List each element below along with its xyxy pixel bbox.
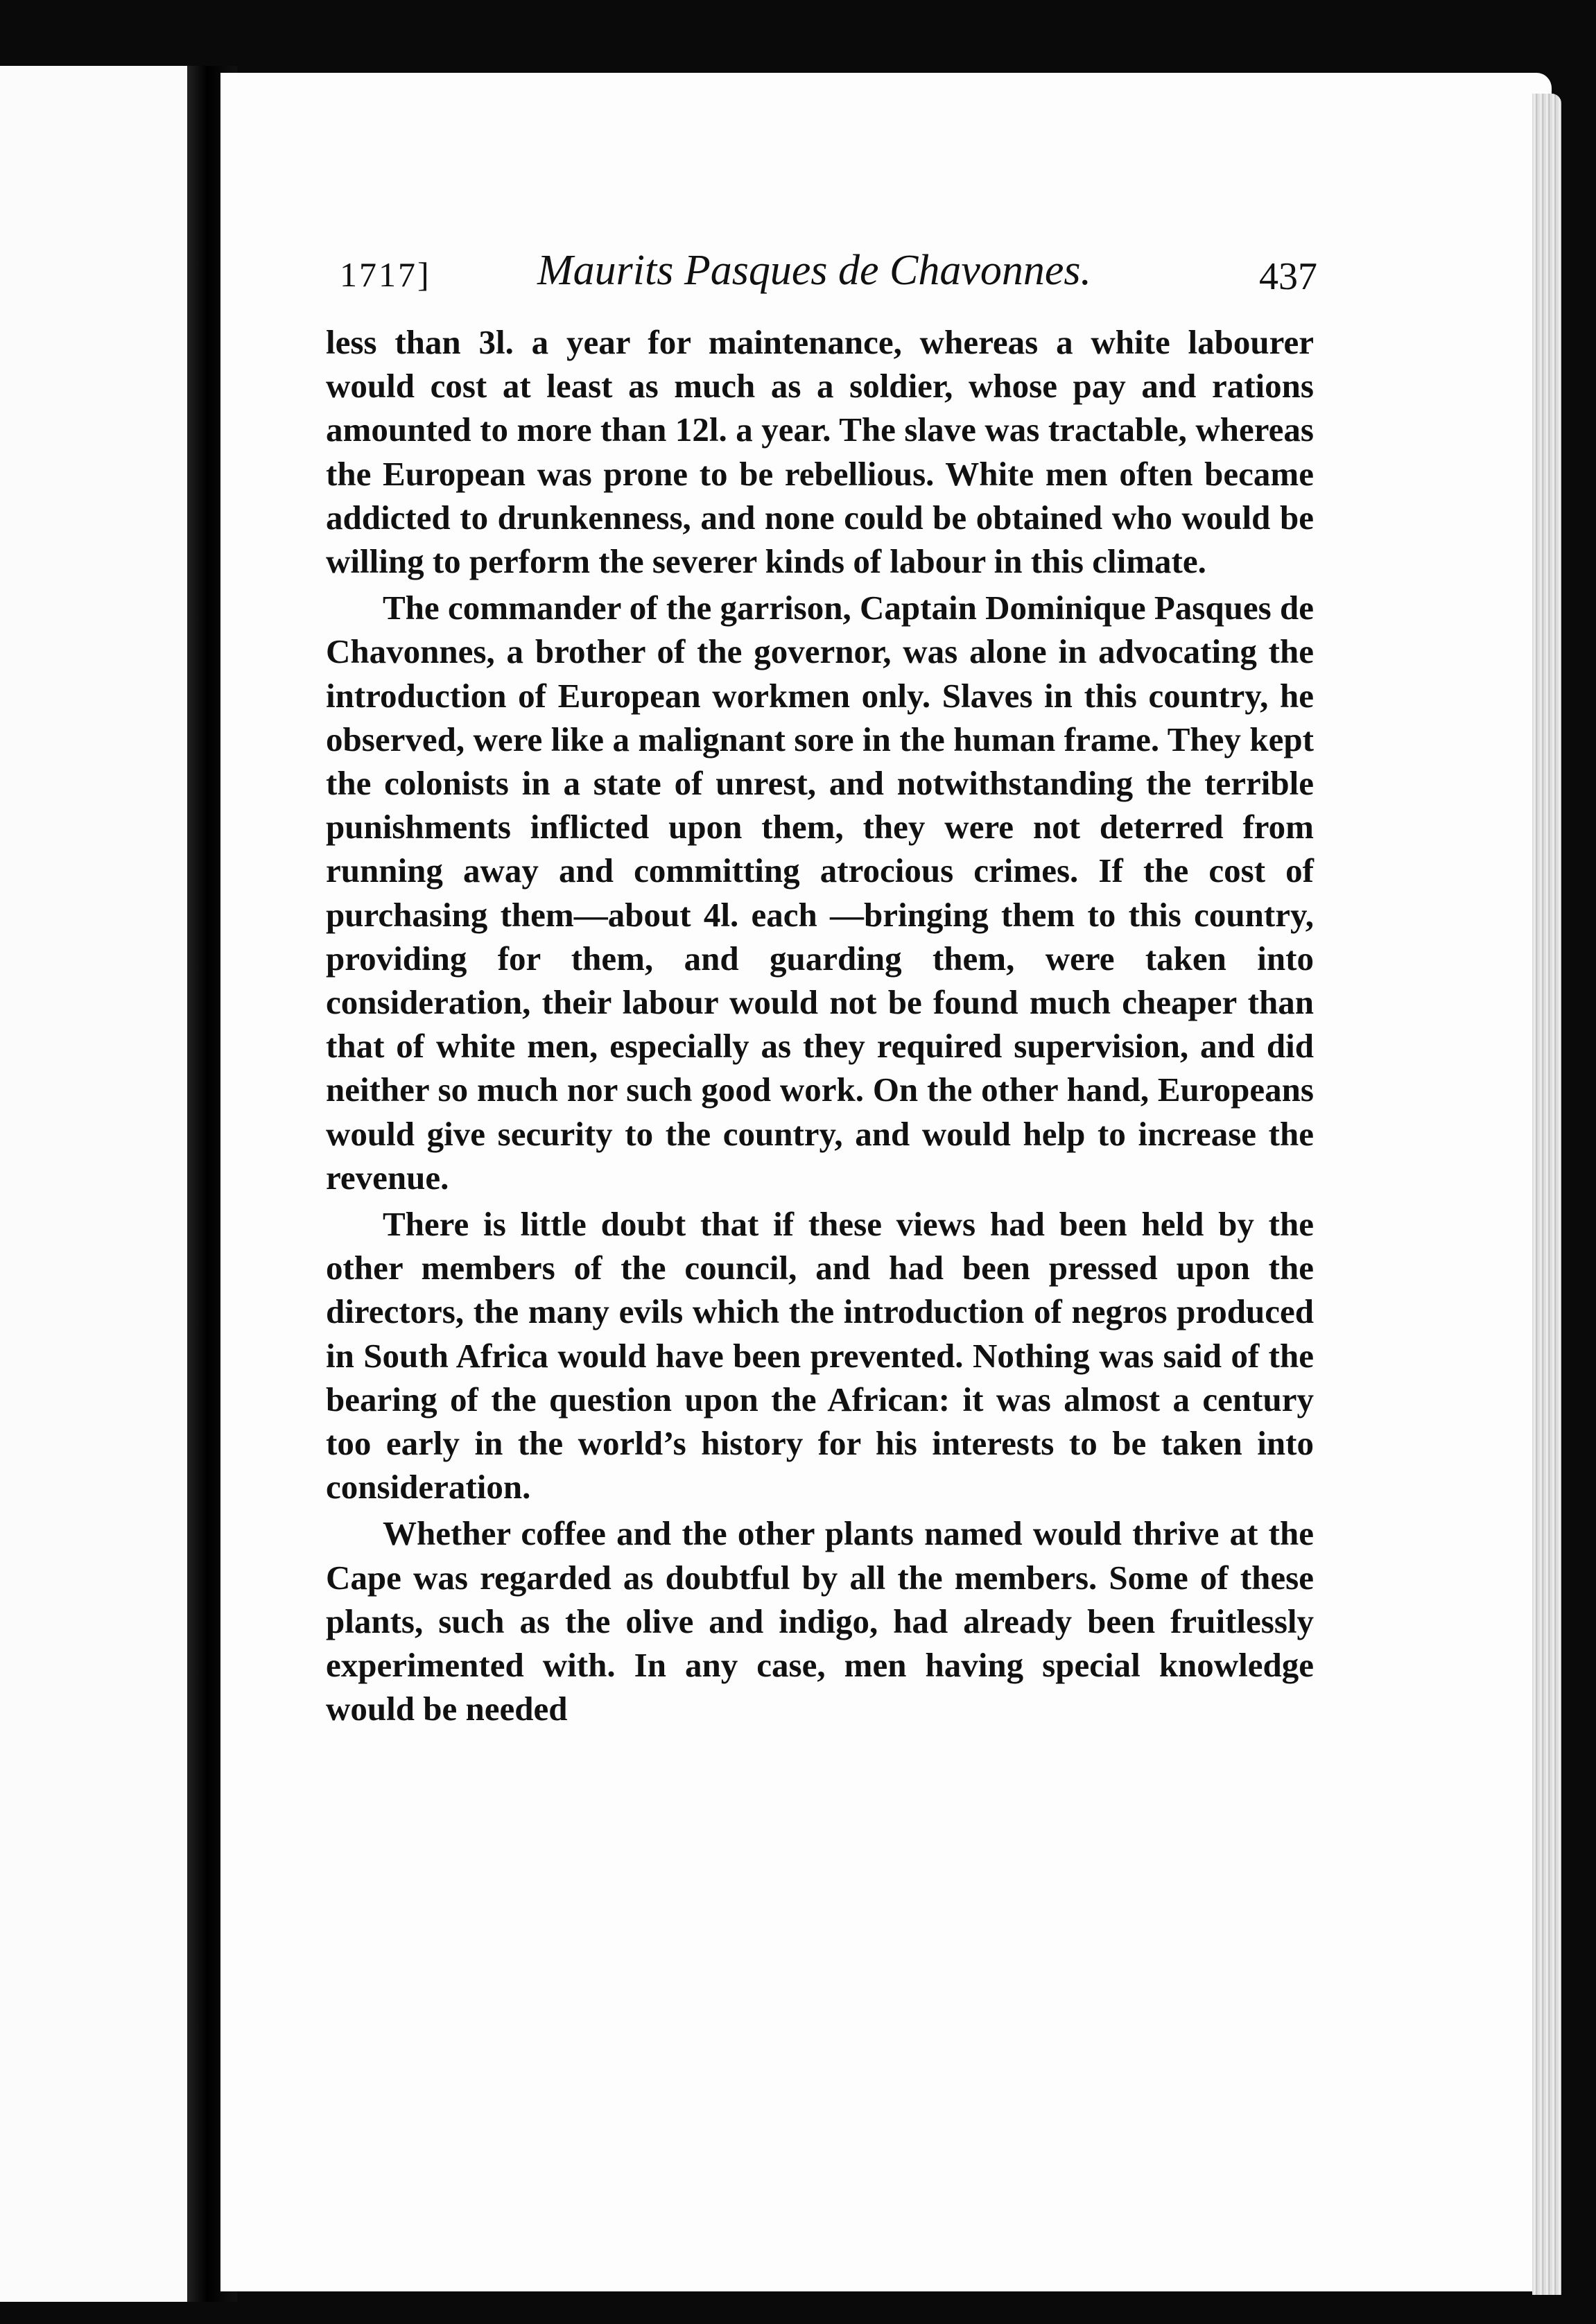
paragraph: less than 3l. a year for maintenance, whereas a white labourer would cost at least as much as a soldier, whose pay and rations amounted to more than 12l. a year. The slave was tractable, whereas the European was prone to be rebellious. White men often became addicted to drunkenness, and none could be obtained who would be willing to perform the severer kinds of labour in this climate. (326, 323, 1314, 581)
paragraph: Whether coffee and the other plants named would thrive at the Cape was regarded as doubtful by all the members. Some of these plants, such as the olive and indigo, had already been fruitlessly experimented with. In any case, men having special knowledge would be needed (326, 1514, 1314, 1728)
paragraph: The commander of the garrison, Captain Dominique Pasques de Chavonnes, a brother of the governor, was alone in advocating the introduction of European workmen only. Slaves in this country, he observed, were like a malignant sore in the human frame. They kept the colonists in a state of unrest, and notwithstanding the terrible punishments inflicted upon them, they were not deterred from running away and committing atrocious crimes. If the cost of purchasing them—about 4l. each —bringing them to this country, providing for them, and guarding them, were taken into consideration, their labour would not be found much cheaper than that of white men, especially as they required supervision, and did neither so much nor such good work. On the other hand, Europeans would give security to the country, and would help to increase the revenue. (326, 589, 1314, 1197)
page-number: 437 (1259, 255, 1317, 298)
page-edges (1532, 94, 1561, 2295)
header-year: 1717] (340, 255, 431, 294)
previous-page-fragment (0, 66, 196, 2302)
running-header (340, 246, 1317, 309)
paragraph: There is little doubt that if these views had been held by the other members of the council, and had been pressed upon the directors, the many evils which the introduction of negros produced in South Africa would have been prevented. Nothing was said of the bearing of the question upon the African: it was almost a century too early in the world’s history for his interests to be taken into consideration. (326, 1205, 1314, 1507)
header-title: Maurits Pasques de Chavonnes. (537, 247, 1092, 294)
body-text (326, 320, 1314, 1731)
